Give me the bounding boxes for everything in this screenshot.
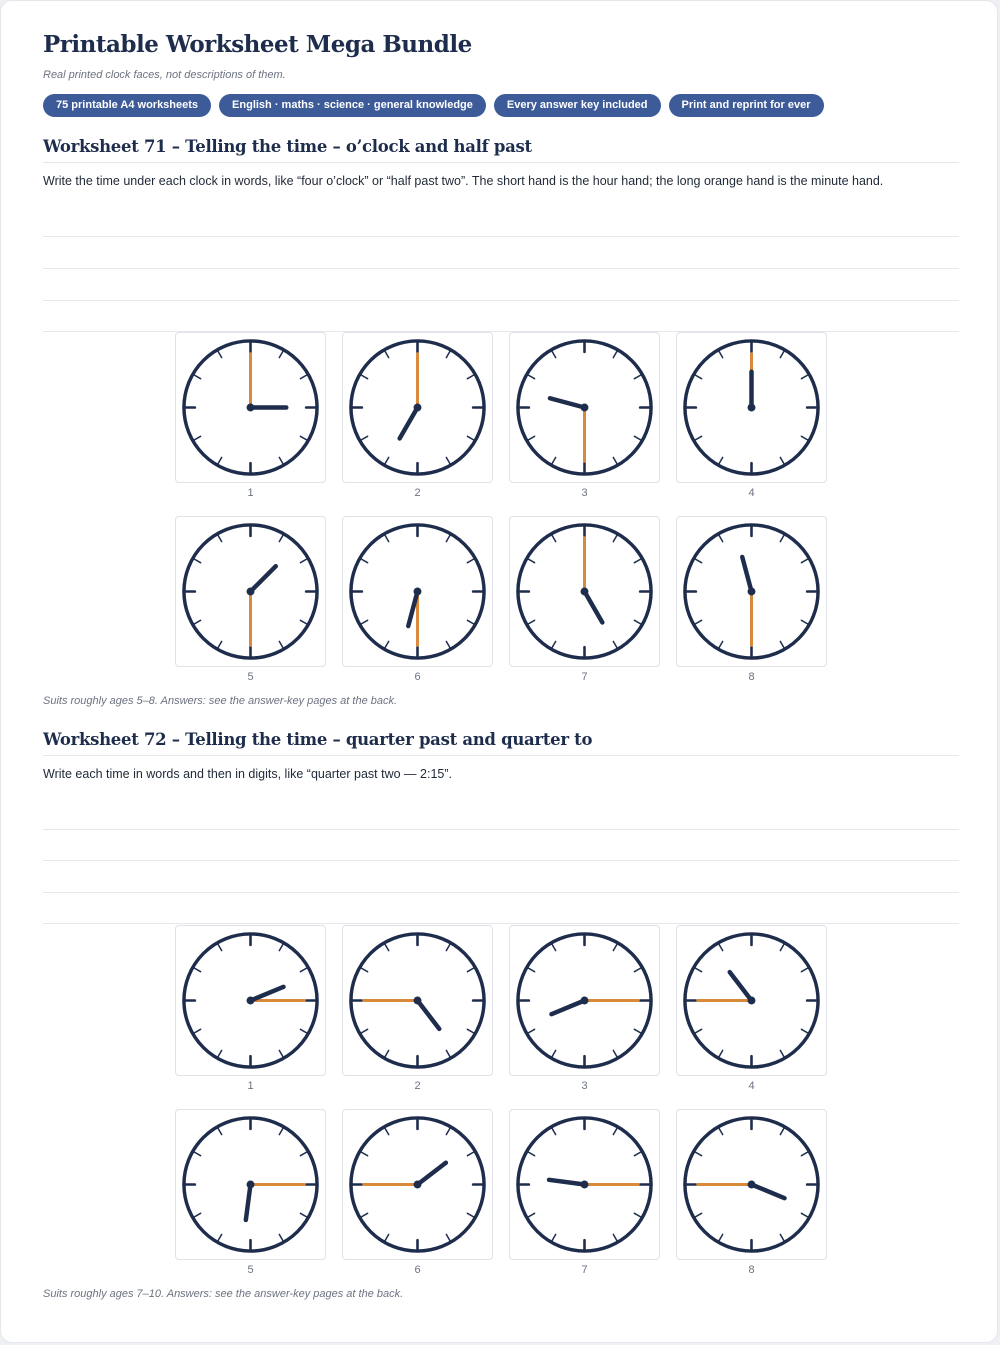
page-title: Printable Worksheet Mega Bundle: [43, 31, 472, 58]
clock-face: [509, 925, 660, 1076]
clock-number: 3: [581, 1080, 588, 1092]
pill-reprint: Print and reprint for ever: [669, 94, 824, 117]
clock-face-icon: [677, 333, 826, 482]
clock-face-icon: [343, 333, 492, 482]
clock-face: [175, 332, 326, 483]
clock-number: 7: [581, 671, 588, 683]
clock-face: [175, 516, 326, 667]
clock-number: 7: [581, 1264, 588, 1276]
clock-grid: [93, 332, 909, 700]
worksheet-title: Worksheet 72 – Telling the time – quarter past and quarter to: [43, 725, 959, 756]
answer-line: [43, 268, 959, 269]
clock-face: [509, 332, 660, 483]
clock-face-icon: [510, 926, 659, 1075]
worksheet-71: [43, 132, 959, 707]
clock-grid: [93, 925, 909, 1293]
worksheet-72: [43, 725, 959, 1300]
clock-number: 1: [247, 487, 254, 499]
answer-line: [43, 860, 959, 861]
clock-number: 6: [414, 671, 421, 683]
clock-face: [509, 516, 660, 667]
clock-face: [676, 516, 827, 667]
pill-worksheet-count: 75 printable A4 worksheets: [43, 94, 211, 117]
clock-face-icon: [176, 517, 325, 666]
clock-item: [342, 332, 493, 516]
clock-face: [676, 1109, 827, 1260]
answer-line: [43, 300, 959, 301]
clock-item: [342, 925, 493, 1109]
clock-face: [676, 925, 827, 1076]
page-subtitle: Real printed clock faces, not descriptions of them.: [43, 69, 286, 81]
worksheet-note: Suits roughly ages 7–10. Answers: see the answer-key pages at the back.: [43, 1288, 404, 1300]
clock-item: [509, 516, 660, 700]
clock-face: [342, 1109, 493, 1260]
clock-number: 5: [247, 671, 254, 683]
clock-face-icon: [677, 1110, 826, 1259]
clock-number: 8: [748, 671, 755, 683]
clock-face: [342, 332, 493, 483]
clock-item: [342, 1109, 493, 1293]
clock-face-icon: [176, 1110, 325, 1259]
clock-face: [676, 332, 827, 483]
clock-number: 1: [247, 1080, 254, 1092]
clock-item: [175, 332, 326, 516]
clock-item: [175, 925, 326, 1109]
feature-pills: [43, 94, 824, 117]
answer-line: [43, 892, 959, 893]
clock-face: [175, 1109, 326, 1260]
clock-item: [676, 332, 827, 516]
clock-item: [509, 925, 660, 1109]
answer-line: [43, 923, 959, 924]
answer-line: [43, 829, 959, 830]
clock-face-icon: [343, 517, 492, 666]
clock-item: [509, 332, 660, 516]
clock-face-icon: [176, 926, 325, 1075]
worksheet-instructions: Write each time in words and then in digits, like “quarter past two — 2:15”.: [43, 767, 452, 781]
clock-number: 6: [414, 1264, 421, 1276]
pill-answer-key: Every answer key included: [494, 94, 661, 117]
clock-face-icon: [176, 333, 325, 482]
clock-face-icon: [510, 1110, 659, 1259]
clock-number: 8: [748, 1264, 755, 1276]
worksheet-note: Suits roughly ages 5–8. Answers: see the answer-key pages at the back.: [43, 695, 398, 707]
clock-number: 3: [581, 487, 588, 499]
clock-face-icon: [343, 1110, 492, 1259]
clock-item: [676, 516, 827, 700]
worksheet-instructions: Write the time under each clock in words, like “four o’clock” or “half past two”. The short hand is the hour hand; the long orange hand is the minute hand.: [43, 174, 884, 188]
clock-item: [175, 516, 326, 700]
clock-item: [175, 1109, 326, 1293]
clock-face: [342, 516, 493, 667]
clock-item: [676, 925, 827, 1109]
clock-number: 2: [414, 487, 421, 499]
clock-number: 4: [748, 487, 755, 499]
clock-face: [509, 1109, 660, 1260]
clock-face: [175, 925, 326, 1076]
clock-number: 4: [748, 1080, 755, 1092]
clock-face: [342, 925, 493, 1076]
pill-subjects: English · maths · science · general knowledge: [219, 94, 486, 117]
clock-face-icon: [677, 926, 826, 1075]
clock-number: 5: [247, 1264, 254, 1276]
clock-face-icon: [510, 517, 659, 666]
answer-line: [43, 236, 959, 237]
clock-face-icon: [343, 926, 492, 1075]
clock-item: [342, 516, 493, 700]
clock-face-icon: [510, 333, 659, 482]
clock-number: 2: [414, 1080, 421, 1092]
worksheet-title: Worksheet 71 – Telling the time – o’clock and half past: [43, 132, 959, 163]
clock-item: [676, 1109, 827, 1293]
clock-face-icon: [677, 517, 826, 666]
clock-item: [509, 1109, 660, 1293]
